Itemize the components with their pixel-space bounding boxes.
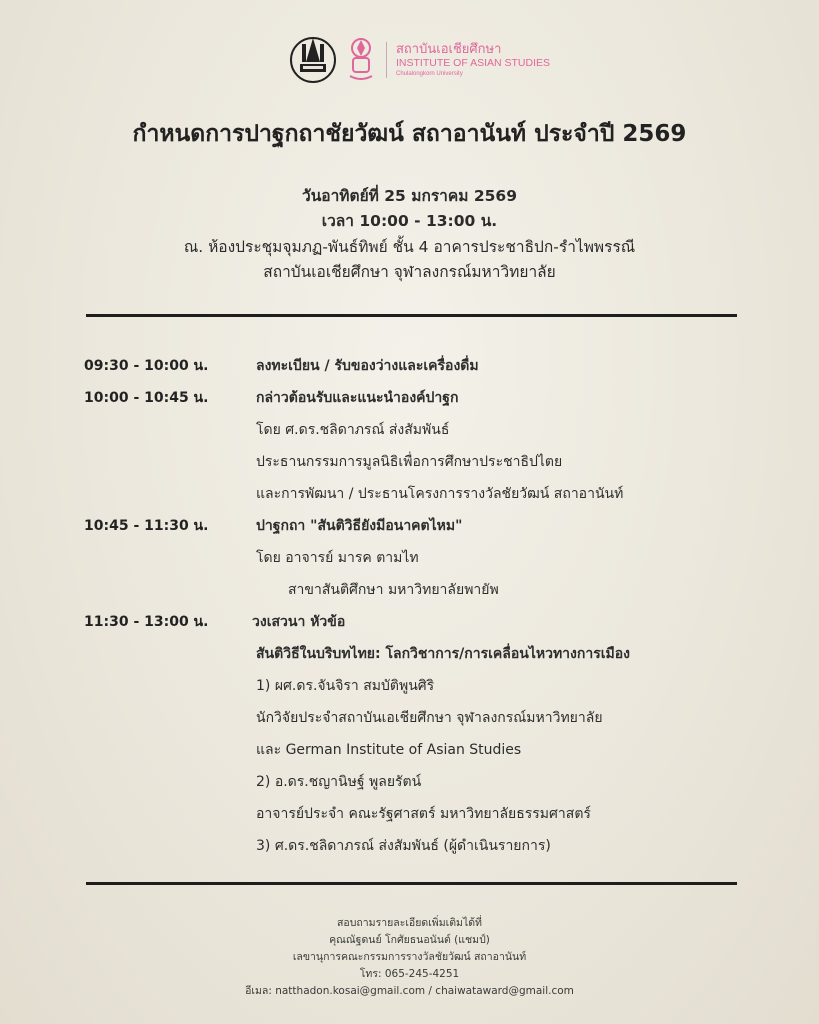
panelist: 2) อ.ดร.ชญานิษฐ์ พูลยรัตน์: [256, 774, 422, 790]
panelist: 1) ผศ.ดร.จันจิรา สมบัติพูนศิริ: [256, 678, 435, 694]
event-organizer: สถาบันเอเชียศึกษา จุฬาลงกรณ์มหาวิทยาลัย: [263, 263, 556, 281]
logo-divider: [386, 42, 387, 78]
footer-contact-phone: โทร: 065-245-4251: [359, 968, 460, 980]
schedule-item-title: ลงทะเบียน / รับของว่างและเครื่องดื่ม: [256, 358, 479, 374]
institute-name-th: สถาบันเอเชียศึกษา: [396, 42, 502, 57]
schedule-item-detail: สาขาสันติศึกษา มหาวิทยาลัยพายัพ: [288, 582, 499, 598]
panel-topic: สันติวิธีในบริบทไทย: โลกวิชาการ/การเคลื่อนไหวทางการเมือง: [256, 646, 630, 662]
top-divider: [86, 314, 737, 317]
fdds-emblem-logo: [286, 34, 340, 84]
schedule-item-title: กล่าวต้อนรับและแนะนำองค์ปาฐก: [256, 390, 459, 406]
footer-contact-name: คุณณัฐดนย์ โกศัยธนอนันต์ (แชมป์): [329, 934, 490, 946]
chulalongkorn-emblem-logo: [347, 36, 375, 82]
footer-contact-email: อีเมล: natthadon.kosai@gmail.com / chaiwataward@gmail.com: [245, 985, 574, 997]
schedule-item-title: วงเสวนา หัวข้อ: [252, 614, 346, 630]
event-time: เวลา 10:00 - 13:00 น.: [321, 212, 498, 230]
schedule-item-detail: ประธานกรรมการมูลนิธิเพื่อการศึกษาประชาธิปไตย: [256, 454, 563, 470]
panelist-affiliation: นักวิจัยประจำสถาบันเอเชียศึกษา จุฬาลงกรณ์มหาวิทยาลัย: [256, 710, 603, 726]
institute-logotype: [396, 42, 550, 78]
panelist-affiliation: และ German Institute of Asian Studies: [256, 742, 522, 758]
event-date: วันอาทิตย์ที่ 25 มกราคม 2569: [301, 187, 517, 205]
header-logos: [0, 34, 819, 84]
schedule-item-detail: โดย ศ.ดร.ชลิดาภรณ์ ส่งสัมพันธ์: [256, 422, 450, 438]
schedule-time: 10:45 - 11:30 น.: [84, 518, 209, 534]
institute-name-en: INSTITUTE OF ASIAN STUDIES: [396, 57, 551, 69]
schedule-time: 11:30 - 13:00 น.: [84, 614, 209, 630]
schedule-item-detail: โดย อาจารย์ มารค ตามไท: [256, 550, 419, 566]
university-name: Chulalongkorn University: [396, 71, 463, 77]
footer-contact-role: เลขานุการคณะกรรมการรางวัลชัยวัฒน์ สถาอานันท์: [292, 951, 527, 963]
schedule-time: 09:30 - 10:00 น.: [84, 358, 209, 374]
schedule-item-detail: และการพัฒนา / ประธานโครงการรางวัลชัยวัฒน์ สถาอานันท์: [256, 486, 624, 502]
moderator: 3) ศ.ดร.ชลิดาภรณ์ ส่งสัมพันธ์ (ผู้ดำเนินรายการ): [256, 838, 551, 854]
event-venue: ณ. ห้องประชุมจุมภฏ-พันธ์ทิพย์ ชั้น 4 อาคารประชาธิปก-รำไพพรรณี: [183, 238, 636, 256]
page-title: กำหนดการปาฐกถาชัยวัฒน์ สถาอานันท์ ประจำปี 2569: [132, 121, 687, 147]
schedule-time: 10:00 - 10:45 น.: [84, 390, 209, 406]
bottom-divider: [86, 882, 737, 885]
footer-contact-intro: สอบถามรายละเอียดเพิ่มเติมได้ที่: [337, 917, 482, 929]
panelist-affiliation: อาจารย์ประจำ คณะรัฐศาสตร์ มหาวิทยาลัยธรรมศาสตร์: [256, 806, 591, 822]
schedule-item-title: ปาฐกถา "สันติวิธียังมีอนาคตไหม": [256, 518, 463, 534]
